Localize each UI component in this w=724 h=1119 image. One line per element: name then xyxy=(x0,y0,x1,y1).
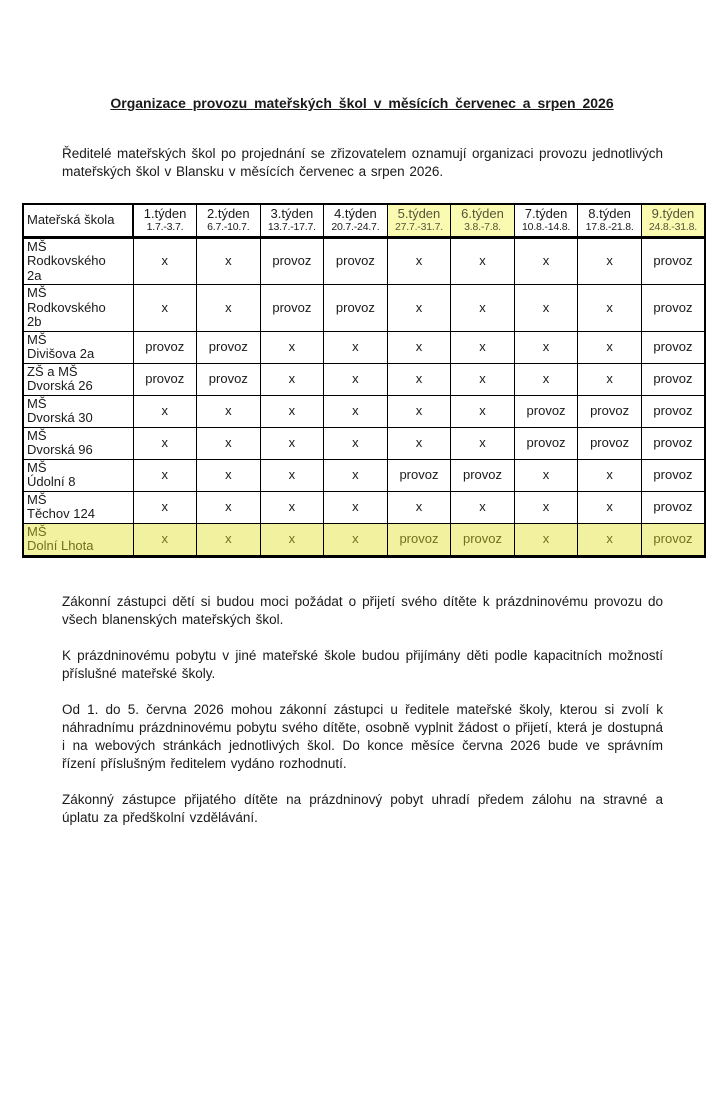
schedule-cell: provoz xyxy=(641,331,705,363)
week-header-7 xyxy=(514,204,578,237)
schedule-cell: x xyxy=(451,285,515,332)
week-header-2 xyxy=(197,204,261,237)
school-name-line: 2a xyxy=(27,267,42,283)
schedule-cell: x xyxy=(514,491,578,523)
week-label: 4.týden xyxy=(334,206,377,222)
school-name-line: Těchov 124 xyxy=(27,506,95,521)
schedule-cell: x xyxy=(514,523,578,556)
schedule-cell: provoz xyxy=(197,363,261,395)
schedule-cell: provoz xyxy=(514,395,578,427)
school-name-cell xyxy=(23,237,133,285)
school-name-line: MŠ xyxy=(27,427,47,443)
schedule-cell: x xyxy=(387,363,451,395)
week-header-1 xyxy=(133,204,197,237)
school-name-cell xyxy=(23,363,133,395)
schedule-cell: x xyxy=(451,491,515,523)
week-label: 5.týden xyxy=(397,206,441,222)
school-name-line: Dolní Lhota xyxy=(27,538,94,553)
school-name-cell xyxy=(23,395,133,427)
schedule-cell: provoz xyxy=(641,395,705,427)
school-name-cell xyxy=(23,331,133,363)
week-header-3 xyxy=(260,204,324,237)
table-row xyxy=(23,427,705,459)
school-name-line: MŠ xyxy=(27,285,47,300)
header-row xyxy=(23,204,705,237)
table-row xyxy=(23,363,705,395)
schedule-cell: provoz xyxy=(451,523,515,556)
schedule-cell: x xyxy=(451,363,515,395)
schedule-cell: x xyxy=(260,523,324,556)
school-name-line: Dvorská 96 xyxy=(27,442,93,457)
schedule-cell: x xyxy=(578,363,642,395)
schedule-cell: x xyxy=(197,491,261,523)
schedule-cell: x xyxy=(578,459,642,491)
schedule-cell: provoz xyxy=(260,285,324,332)
schedule-cell: x xyxy=(514,459,578,491)
schedule-cell: x xyxy=(451,427,515,459)
schedule-cell: x xyxy=(133,427,197,459)
schedule-cell: provoz xyxy=(578,427,642,459)
corner-header: Mateřská škola xyxy=(23,204,133,237)
schedule-cell: x xyxy=(260,491,324,523)
schedule-cell: provoz xyxy=(324,237,388,285)
schedule-cell: provoz xyxy=(514,427,578,459)
schedule-cell: x xyxy=(451,395,515,427)
week-header-5 xyxy=(387,204,451,237)
school-name-cell xyxy=(23,491,133,523)
week-dates: 6.7.-10.7. xyxy=(207,221,250,234)
schedule-cell: provoz xyxy=(451,459,515,491)
week-label: 8.týden xyxy=(588,206,631,222)
week-label: 6.týden xyxy=(461,206,504,222)
schedule-cell: x xyxy=(197,459,261,491)
week-label: 2.týden xyxy=(206,206,250,222)
school-name-line: MŠ xyxy=(27,238,47,254)
schedule-cell: provoz xyxy=(641,285,705,332)
schedule-cell: x xyxy=(133,237,197,285)
schedule-cell: x xyxy=(514,363,578,395)
schedule-cell: x xyxy=(514,237,578,285)
schedule-cell: x xyxy=(324,427,388,459)
school-name-line: Dvorská 26 xyxy=(27,378,93,393)
schedule-cell: provoz xyxy=(387,459,451,491)
schedule-cell: x xyxy=(514,331,578,363)
school-name-cell xyxy=(23,459,133,491)
week-dates: 10.8.-14.8. xyxy=(522,221,571,234)
schedule-cell: x xyxy=(197,285,261,332)
week-header-8 xyxy=(578,204,642,237)
schedule-cell: x xyxy=(578,491,642,523)
week-label: 1.týden xyxy=(143,206,187,222)
document-title: Organizace provozu mateřských škol v měsících červenec a srpen 2026 xyxy=(110,95,614,111)
schedule-cell: x xyxy=(324,331,388,363)
schedule-cell: provoz xyxy=(324,285,388,332)
schedule-cell: provoz xyxy=(641,427,705,459)
schedule-cell: provoz xyxy=(387,523,451,556)
schedule-cell: provoz xyxy=(197,331,261,363)
schedule-cell: x xyxy=(578,237,642,285)
school-name-line: Údolní 8 xyxy=(27,474,76,489)
schedule-cell: x xyxy=(387,237,451,285)
schedule-cell: x xyxy=(197,523,261,556)
school-name-line: MŠ xyxy=(27,523,47,539)
table-row xyxy=(23,331,705,363)
week-dates: 17.8.-21.8. xyxy=(585,221,634,234)
schedule-cell: x xyxy=(133,395,197,427)
week-dates: 13.7.-17.7. xyxy=(267,221,316,234)
schedule-cell: x xyxy=(324,459,388,491)
schedule-cell: provoz xyxy=(641,237,705,285)
week-label: 9.týden xyxy=(651,206,695,222)
school-name-line: Dvorská 30 xyxy=(27,410,93,425)
schedule-cell: x xyxy=(387,491,451,523)
schedule-cell: provoz xyxy=(641,491,705,523)
schedule-cell: x xyxy=(387,285,451,332)
schedule-cell: x xyxy=(260,363,324,395)
schedule-cell: provoz xyxy=(641,459,705,491)
table-header xyxy=(23,204,705,237)
schedule-cell: provoz xyxy=(133,331,197,363)
intro-paragraph: Ředitelé mateřských škol po projednání se zřizovatelem oznamují organizaci provozu jednotlivých mateřských škol v Blansku v měsících červenec a srpen 2026. xyxy=(62,146,663,179)
schedule-cell: x xyxy=(133,523,197,556)
table-row xyxy=(23,491,705,523)
schedule-cell: provoz xyxy=(133,363,197,395)
school-name-line: MŠ xyxy=(27,395,47,411)
school-name-line: MŠ xyxy=(27,491,47,507)
week-dates: 20.7.-24.7. xyxy=(331,221,380,234)
school-name-line: Rodkovského xyxy=(27,253,106,268)
schedule-cell: provoz xyxy=(641,363,705,395)
week-label: 3.týden xyxy=(270,206,314,222)
school-name-line: ZŠ a MŠ xyxy=(27,363,78,379)
schedule-cell: x xyxy=(197,237,261,285)
week-dates: 1.7.-3.7. xyxy=(146,221,184,234)
week-header-9 xyxy=(641,204,705,237)
schedule-cell: x xyxy=(260,395,324,427)
schedule-cell: x xyxy=(578,285,642,332)
week-dates: 27.7.-31.7. xyxy=(394,221,443,234)
schedule-cell: x xyxy=(324,523,388,556)
schedule-table xyxy=(22,203,706,558)
schedule-cell: x xyxy=(387,395,451,427)
table-row xyxy=(23,237,705,285)
schedule-cell: x xyxy=(451,237,515,285)
school-name-line: 2b xyxy=(27,314,42,329)
school-name-line: Rodkovského xyxy=(27,299,106,315)
schedule-cell: provoz xyxy=(260,237,324,285)
school-name-cell xyxy=(23,285,133,332)
table-row xyxy=(23,395,705,427)
schedule-cell: x xyxy=(578,331,642,363)
school-name-cell xyxy=(23,523,133,556)
schedule-cell: x xyxy=(197,395,261,427)
week-header-6 xyxy=(451,204,515,237)
body-paragraphs xyxy=(62,593,663,827)
paragraph-payment: Zákonný zástupce přijatého dítěte na prázdninový pobyt uhradí předem zálohu na stravné a úplatu za předškolní vzdělávání. xyxy=(62,791,663,825)
paragraph-deadline: Od 1. do 5. června 2026 mohou zákonní zástupci u ředitele mateřské školy, kterou si zvolí k náhradnímu prázdninovému pobytu svého dítěte, osobně vyplnit žádost o přijetí, která je dostupná i na webových stránkách jednotlivých škol. Do konce měsíce června 2026 bude ve správním řízení příslušným ředitelem vydáno rozhodnutí. xyxy=(62,701,663,771)
week-dates: 24.8.-31.8. xyxy=(648,221,697,234)
schedule-cell: x xyxy=(324,363,388,395)
week-header-4 xyxy=(324,204,388,237)
schedule-cell: x xyxy=(260,331,324,363)
school-name-line: MŠ xyxy=(27,331,47,347)
schedule-cell: x xyxy=(578,523,642,556)
schedule-cell: x xyxy=(197,427,261,459)
schedule-cell: provoz xyxy=(641,523,705,556)
school-name-line: Divišova 2a xyxy=(27,346,95,361)
schedule-cell: x xyxy=(451,331,515,363)
table-row xyxy=(23,285,705,332)
schedule-cell: x xyxy=(324,395,388,427)
schedule-cell: x xyxy=(387,427,451,459)
schedule-cell: x xyxy=(260,459,324,491)
schedule-cell: x xyxy=(324,491,388,523)
table-body xyxy=(23,237,705,556)
table-row xyxy=(23,523,705,556)
schedule-cell: x xyxy=(387,331,451,363)
school-name-line: MŠ xyxy=(27,459,47,475)
schedule-cell: x xyxy=(133,285,197,332)
schedule-cell: x xyxy=(260,427,324,459)
schedule-cell: x xyxy=(133,459,197,491)
schedule-cell: x xyxy=(133,491,197,523)
schedule-cell: x xyxy=(514,285,578,332)
paragraph-capacity: K prázdninovému pobytu v jiné mateřské škole budou přijímány děti podle kapacitních možností příslušné mateřské školy. xyxy=(62,647,663,681)
school-name-cell xyxy=(23,427,133,459)
table-row xyxy=(23,459,705,491)
schedule-cell: provoz xyxy=(578,395,642,427)
week-label: 7.týden xyxy=(524,206,568,222)
paragraph-applications: Zákonní zástupci dětí si budou moci požádat o přijetí svého dítěte k prázdninovému provozu do všech blanenských mateřských škol. xyxy=(62,593,663,627)
week-dates: 3.8.-7.8. xyxy=(464,221,501,234)
document-page xyxy=(0,95,724,1119)
